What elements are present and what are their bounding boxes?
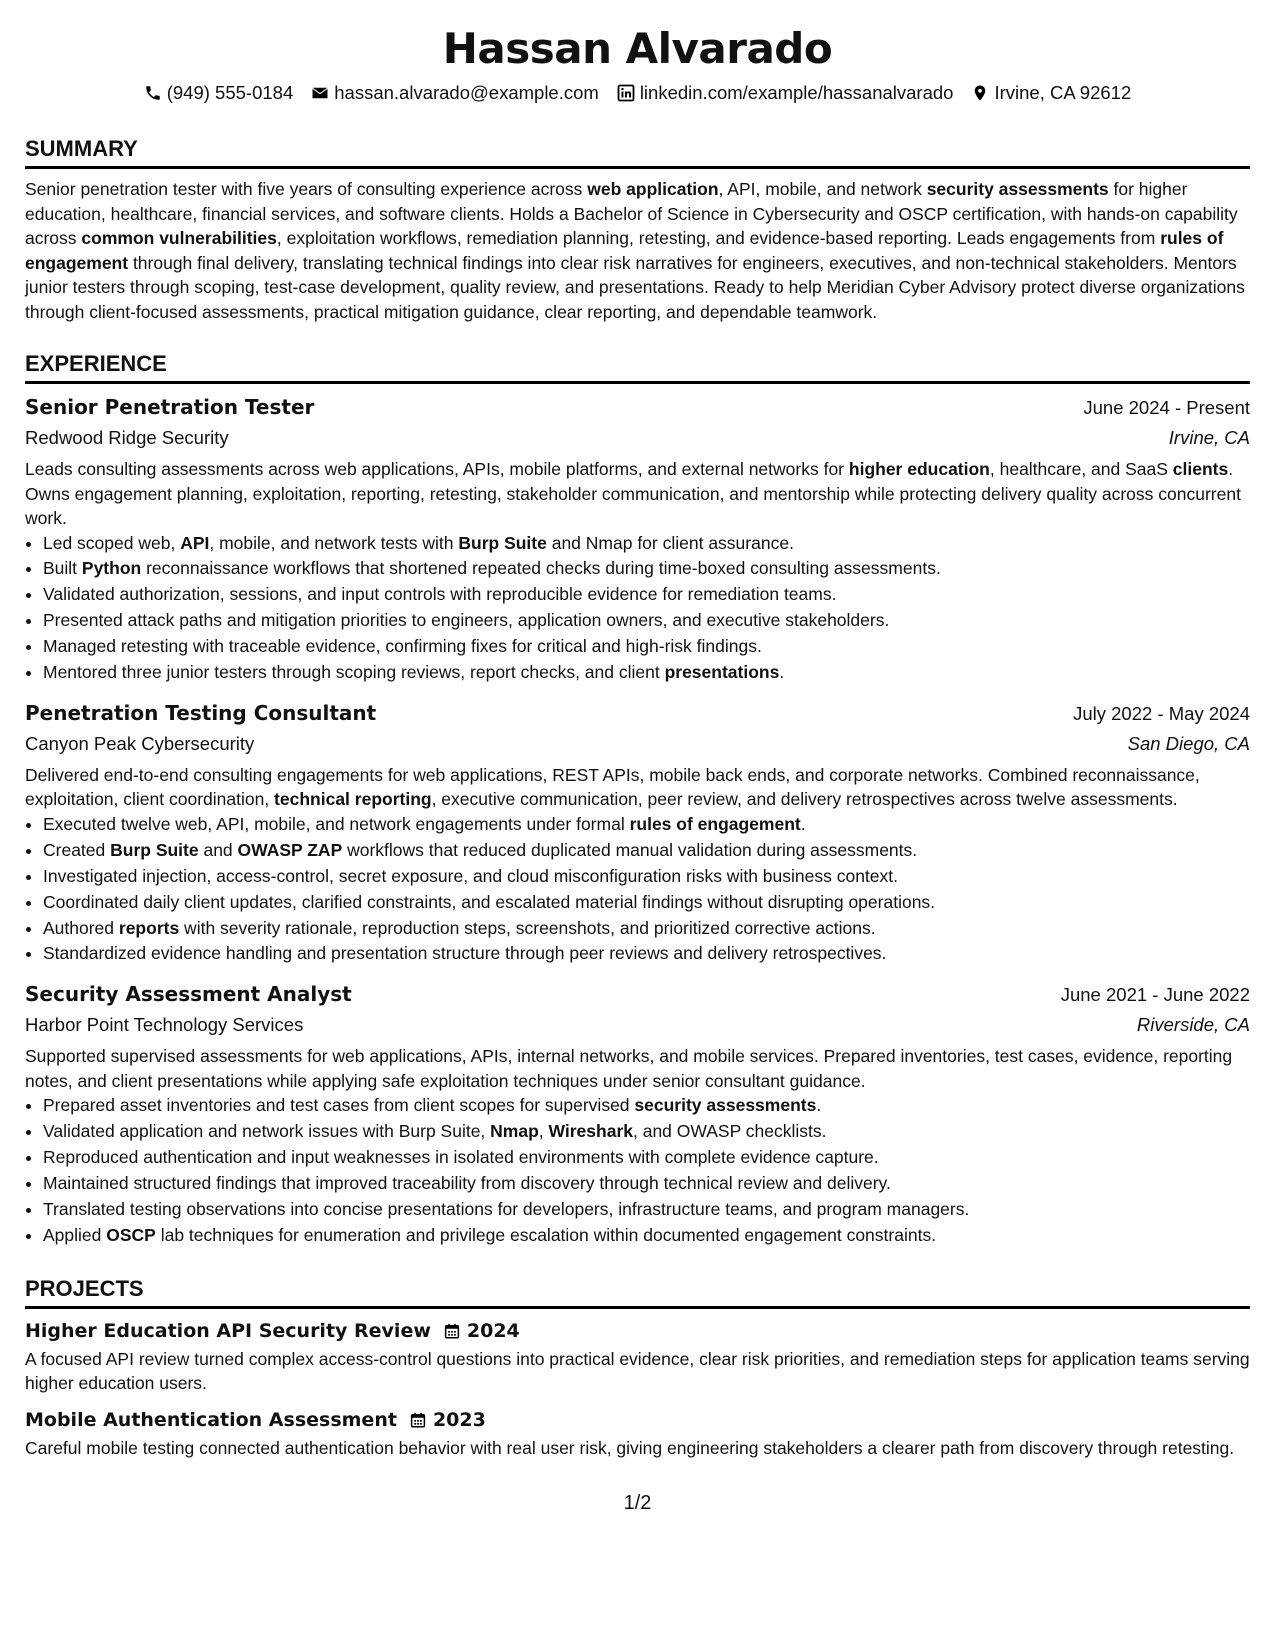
bullet-item: • Created Burp Suite and OWASP ZAP workflows that reduced duplicated manual validation during assessments.: [43, 838, 1250, 864]
bullet-item: • Executed twelve web, API, mobile, and network engagements under formal rules of engagement.: [43, 812, 1250, 838]
envelope-icon: [311, 84, 329, 102]
company-name: Harbor Point Technology Services: [25, 1014, 304, 1036]
project-entry: [25, 1317, 1250, 1396]
job-entry: [25, 979, 1250, 1248]
job-entry: [25, 392, 1250, 686]
bullet-item: • Standardized evidence handling and presentation structure through peer reviews and delivery retrospectives.: [43, 941, 1250, 967]
contact-linkedin[interactable]: [617, 81, 954, 105]
job-location: Riverside, CA: [1136, 1014, 1250, 1036]
contact-phone: [144, 81, 294, 105]
bullet-item: • Built Python reconnaissance workflows that shortened repeated checks during time-boxed consulting assessments.: [43, 556, 1250, 582]
projects-list: [25, 1317, 1250, 1461]
project-year-text: 2023: [432, 1408, 486, 1431]
location-text: Irvine, CA 92612: [994, 82, 1132, 103]
bullet-item: • Reproduced authentication and input weaknesses in isolated environments with complete evidence capture.: [43, 1145, 1250, 1171]
job-bullets: [25, 812, 1250, 967]
job-title: Senior Penetration Tester: [25, 395, 315, 419]
contact-email[interactable]: [311, 81, 599, 105]
linkedin-icon: [617, 84, 635, 102]
project-year-text: 2024: [466, 1319, 520, 1342]
project-description: Careful mobile testing connected authentication behavior with real user risk, giving engineering stakeholders a clearer path from discovery through retesting.: [25, 1437, 1235, 1458]
candidate-name: Hassan Alvarado: [442, 24, 833, 73]
project-year: [409, 1409, 486, 1431]
project-entry: [25, 1406, 1250, 1461]
job-dates: June 2024 - Present: [1083, 397, 1250, 418]
job-location: Irvine, CA: [1168, 427, 1250, 448]
job-header: [25, 392, 1250, 423]
linkedin-link[interactable]: linkedin.com/example/hassanalvarado: [639, 82, 954, 103]
page-number: 1/2: [623, 1492, 652, 1514]
job-subheader: [25, 729, 1250, 759]
bullet-item: • Prepared asset inventories and test cases from client scopes for supervised security assessments.: [43, 1093, 1250, 1119]
bullet-item: • Translated testing observations into concise presentations for developers, infrastructure teams, and program managers.: [43, 1197, 1250, 1223]
contact-bar: [25, 81, 1250, 105]
resume-page: [25, 0, 1250, 1650]
job-dates: July 2022 - May 2024: [1073, 702, 1250, 724]
job-dates: June 2021 - June 2022: [1060, 984, 1250, 1006]
bullet-item: • Presented attack paths and mitigation priorities to engineers, application owners, and executive stakeholders.: [43, 608, 1250, 634]
bullet-item: • Applied OSCP lab techniques for enumeration and privilege escalation within documented engagement constraints.: [43, 1223, 1250, 1249]
job-subheader: [25, 1010, 1250, 1040]
job-header: [25, 698, 1250, 729]
job-summary: Leads consulting assessments across web applications, APIs, mobile platforms, and external networks for higher education, healthcare, and SaaS clients. Owns engagement planning, exploitation, reporting, retesting, stakeholder communication, and mentorship while protecting delivery quality across concurrent work.: [25, 459, 1241, 528]
project-header: [25, 1317, 1250, 1345]
project-header: [25, 1406, 1250, 1434]
job-entry: [25, 698, 1250, 967]
job-title: Security Assessment Analyst: [25, 982, 352, 1007]
company-name: Redwood Ridge Security: [25, 427, 229, 448]
job-subheader: [25, 423, 1250, 453]
calendar-icon: [409, 1411, 427, 1429]
projects-heading: PROJECTS: [25, 1275, 1250, 1309]
bullet-item: • Investigated injection, access-control, secret exposure, and cloud misconfiguration risks with business context.: [43, 864, 1250, 890]
job-summary: Delivered end-to-end consulting engagements for web applications, REST APIs, mobile back ends, and corporate networks. Combined reconnaissance, exploitation, client coordination, technical reporting, executive communication, peer review, and delivery retrospectives across twelve assessments.: [25, 764, 1200, 810]
job-location: San Diego, CA: [1127, 732, 1250, 754]
project-title: Higher Education API Security Review: [25, 1319, 431, 1342]
bullet-item: • Validated application and network issues with Burp Suite, Nmap, Wireshark, and OWASP checklists.: [43, 1119, 1250, 1145]
contact-location: [971, 81, 1131, 105]
project-title: Mobile Authentication Assessment: [25, 1408, 397, 1431]
job-header: [25, 979, 1250, 1010]
bullet-item: • Coordinated daily client updates, clarified constraints, and escalated material findings without disrupting operations.: [43, 890, 1250, 916]
summary-heading: SUMMARY: [25, 135, 1250, 169]
bullet-item: • Authored reports with severity rationale, reproduction steps, screenshots, and prioritized corrective actions.: [43, 916, 1250, 942]
bullet-item: • Maintained structured findings that improved traceability from discovery through technical review and delivery.: [43, 1171, 1250, 1197]
calendar-icon: [443, 1322, 461, 1340]
job-bullets: [25, 531, 1250, 686]
phone-icon: [144, 84, 162, 102]
bullet-item: • Led scoped web, API, mobile, and network tests with Burp Suite and Nmap for client assurance.: [43, 531, 1250, 557]
bullet-item: • Managed retesting with traceable evidence, confirming fixes for critical and high-risk findings.: [43, 634, 1250, 660]
project-year: [443, 1320, 520, 1342]
bullet-item: • Validated authorization, sessions, and input controls with reproducible evidence for remediation teams.: [43, 582, 1250, 608]
experience-list: [25, 392, 1250, 1249]
summary-text: Senior penetration tester with five years of consulting experience across web application, API, mobile, and network security assessments for higher education, healthcare, financial services, and software clients. Holds a Bachelor of Science in Cybersecurity and OSCP certification, with hands-on capability across common vulnerabilities, exploitation workflows, remediation planning, retesting, and evidence-based reporting. Leads engagements from rules of engagement through final delivery, translating technical findings into clear risk narratives for engineers, executives, and non-technical stakeholders. Mentors junior testers through scoping, test-case development, quality review, and presentations. Ready to help Meridian Cyber Advisory protect diverse organizations through client-focused assessments, practical mitigation guidance, clear reporting, and dependable teamwork.: [25, 179, 1245, 322]
project-description: A focused API review turned complex access-control questions into practical evidence, clear risk priorities, and remediation steps for application teams serving higher education users.: [25, 1348, 1250, 1394]
bullet-item: • Mentored three junior testers through scoping reviews, report checks, and client presentations.: [43, 660, 1250, 686]
company-name: Canyon Peak Cybersecurity: [25, 732, 255, 754]
phone-text: (949) 555-0184: [166, 82, 294, 103]
job-title: Penetration Testing Consultant: [25, 700, 377, 725]
job-summary: Supported supervised assessments for web applications, APIs, internal networks, and mobile services. Prepared inventories, test cases, evidence, reporting notes, and client presentations while applying safe exploitation techniques under senior consultant guidance.: [25, 1046, 1233, 1091]
email-link[interactable]: hassan.alvarado@example.com: [334, 82, 599, 103]
map-pin-icon: [971, 84, 989, 102]
job-bullets: [25, 1093, 1250, 1248]
experience-heading: EXPERIENCE: [25, 350, 1250, 384]
